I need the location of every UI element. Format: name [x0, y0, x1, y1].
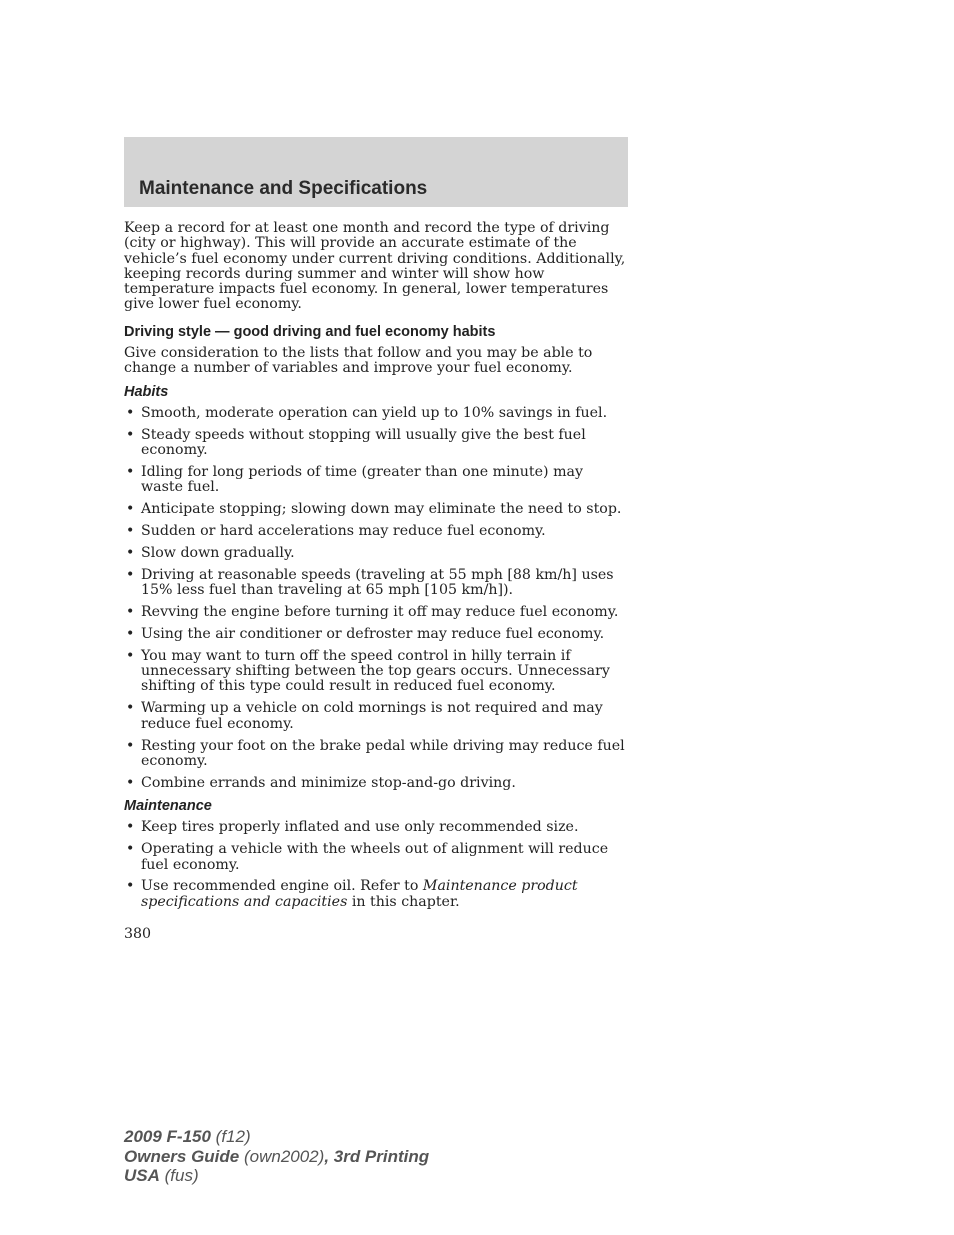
page-number: 380: [124, 926, 152, 942]
list-item: • Keep tires properly inflated and use only recommended size.: [126, 819, 579, 836]
list-item: • Operating a vehicle with the wheels out of alignment will reduce fuel economy.: [126, 841, 609, 873]
bullet-icon: •: [126, 841, 135, 858]
section-header-band: [124, 137, 628, 207]
footer-line-market: USA (fus): [124, 1166, 199, 1185]
bullet-icon: •: [126, 774, 135, 791]
bullet-icon: •: [126, 545, 135, 562]
bullet-icon: •: [126, 737, 135, 754]
bullet-icon: •: [126, 819, 135, 836]
habits-heading: Habits: [124, 383, 169, 400]
bullet-icon: •: [126, 604, 135, 621]
list-item: • Use recommended engine oil. Refer to Maintenance product specifications and capacities in this chapter.: [126, 878, 578, 910]
list-item: • Resting your foot on the brake pedal while driving may reduce fuel economy.: [126, 737, 625, 769]
bullet-icon: •: [126, 501, 135, 518]
maintenance-list: [124, 820, 628, 910]
list-item: • Driving at reasonable speeds (traveling at 55 mph [88 km/h] uses 15% less fuel than traveling at 65 mph [105 km/h]).: [126, 566, 614, 599]
list-item: • Idling for long periods of time (greater than one minute) may waste fuel.: [126, 464, 584, 496]
footer-line-guide: Owners Guide (own2002), 3rd Printing: [124, 1146, 430, 1166]
section-intro: Give consideration to the lists that follow and you may be able to change a number of variables and improve your fuel economy.: [124, 345, 593, 377]
bullet-icon: •: [126, 426, 135, 443]
bullet-icon: •: [126, 700, 135, 717]
habits-list: [124, 406, 628, 791]
bullet-icon: •: [126, 647, 135, 664]
list-item: • Using the air conditioner or defroster may reduce fuel economy.: [126, 625, 605, 642]
list-item: • Revving the engine before turning it off may reduce fuel economy.: [126, 604, 619, 621]
page-content: [124, 221, 628, 917]
bullet-icon: •: [126, 878, 135, 895]
bullet-icon: •: [126, 404, 135, 421]
page-title: Maintenance and Specifications: [139, 178, 428, 199]
bullet-icon: •: [126, 523, 135, 540]
cross-reference: Maintenance product specifications and capacities: [141, 878, 578, 910]
list-item: • Combine errands and minimize stop-and-go driving.: [126, 774, 516, 791]
list-item: • Warming up a vehicle on cold mornings is not required and may reduce fuel economy.: [126, 700, 603, 732]
maintenance-heading: Maintenance: [124, 798, 212, 815]
list-item: • Sudden or hard accelerations may reduce fuel economy.: [126, 523, 546, 540]
bullet-icon: •: [126, 464, 135, 481]
list-item: • Slow down gradually.: [126, 545, 295, 562]
list-item: • Steady speeds without stopping will usually give the best fuel economy.: [126, 426, 586, 459]
section-heading: Driving style — good driving and fuel economy habits: [124, 323, 496, 340]
bullet-icon: •: [126, 566, 135, 583]
footer-line-model: 2009 F-150 (f12): [124, 1127, 251, 1146]
intro-paragraph: Keep a record for at least one month and record the type of driving (city or highway). This will provide an accurate estimate of the vehicle’s fuel economy under current driving conditions. Additionally, keeping records during summer and winter will show how temperature impacts fuel economy. In general, lower temperatures give lower fuel economy.: [124, 220, 626, 313]
list-item: • Anticipate stopping; slowing down may eliminate the need to stop.: [126, 501, 622, 518]
print-footer: [124, 1127, 429, 1186]
list-item: • Smooth, moderate operation can yield up to 10% savings in fuel.: [126, 404, 608, 421]
bullet-icon: •: [126, 625, 135, 642]
list-item: • You may want to turn off the speed control in hilly terrain if unnecessary shifting between the top gears occurs. Unnecessary shifting of this type could result in reduced fuel economy.: [126, 647, 610, 695]
